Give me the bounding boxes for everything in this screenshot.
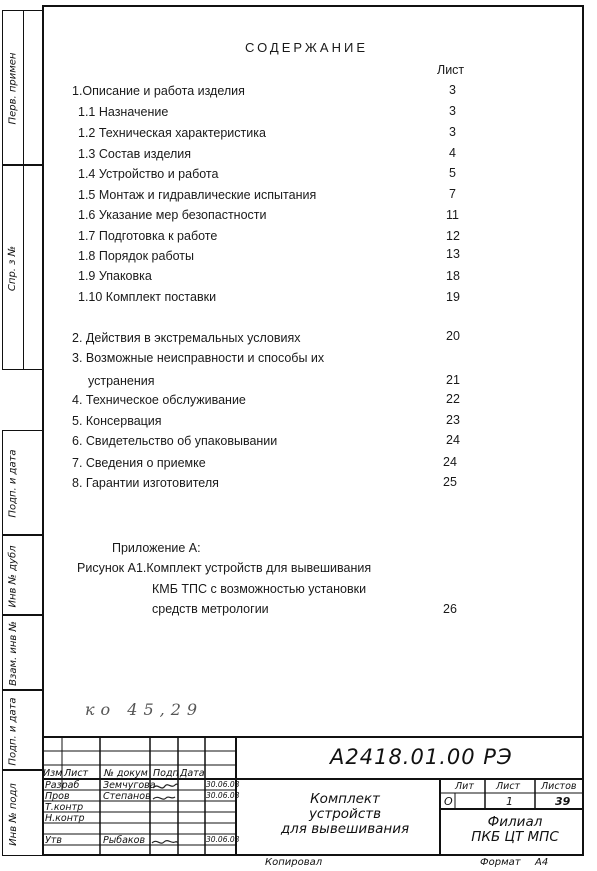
document-name-line-1: Комплект [310, 791, 380, 807]
kopiroval-label: Копировал [265, 857, 323, 868]
signature-prov [153, 797, 175, 799]
toc-entry-label: 1.6 Указание мер безопастности [78, 208, 267, 222]
col-header-list: Лист [64, 768, 89, 779]
organization-line-2: ПКБ ЦТ МПС [471, 829, 559, 845]
toc-entry-label: 1.5 Монтаж и гидравлические испытания [78, 188, 317, 202]
document-name [275, 792, 415, 837]
strip-perv-primen-label: Перв. примен [7, 52, 19, 125]
toc-entry-page: 3 [449, 125, 456, 139]
handwritten-note: ко 45,29 [85, 700, 204, 719]
toc-entry-label: 7. Сведения о приемке [72, 456, 206, 470]
toc-entry-label: 5. Консервация [72, 414, 162, 428]
toc-entry-label: 1.9 Упаковка [78, 269, 152, 283]
col-header-doc-no: № докум [104, 768, 148, 779]
toc-entry-label: 1.4 Устройство и работа [78, 167, 219, 181]
toc-entry-page: 19 [446, 290, 460, 304]
toc-entry-label: 1.3 Состав изделия [78, 147, 192, 161]
document-designation: А2418.01.00 РЭ [330, 745, 513, 769]
stamp-row-role: Утв [45, 835, 62, 846]
toc-entry-page: 5 [449, 166, 456, 180]
signature-razrab [153, 784, 178, 788]
stamp-row-role: Разраб [45, 780, 80, 791]
stamp-row-role: Пров [45, 791, 70, 802]
signature-utv [152, 841, 178, 844]
toc-entry-page: 18 [446, 269, 460, 283]
toc-entry-label: 4. Техническое обслуживание [72, 393, 246, 407]
format-label: Формат [480, 857, 521, 868]
toc-entry-label: 8. Гарантии изготовителя [72, 476, 219, 490]
toc-sheet-header: Лист [437, 63, 465, 77]
lit-header: Лит [455, 781, 474, 792]
col-header-podp: Подп [153, 768, 179, 779]
toc-entry-label: 6. Свидетельство об упаковывании [72, 434, 278, 448]
toc-entry-label: 3. Возможные неисправности и способы их [72, 351, 325, 365]
toc-entry-page: 3 [449, 104, 456, 118]
toc-entry-label: 1.2 Техническая характеристика [78, 126, 266, 140]
toc-entry-label: 1.8 Порядок работы [78, 249, 195, 263]
toc-entry-page: 3 [449, 83, 456, 97]
stamp-row-role: Н.контр [45, 813, 85, 824]
listov-header: Листов [541, 781, 577, 792]
toc-entry-page: 12 [446, 229, 460, 243]
stamp-row-date: 30.06.08 [206, 780, 240, 789]
strip-podp-data-2-label: Подп. и дата [7, 696, 19, 766]
lit-value: О [444, 795, 453, 808]
appendix-page: 26 [443, 602, 457, 616]
appendix-title: Приложение А: [112, 541, 201, 555]
toc-entry-label: устранения [88, 374, 155, 388]
appendix-line-2: КМБ ТПС с возможностью установки [152, 582, 367, 596]
list-value: 1 [506, 795, 513, 808]
stamp-row-date: 30.06.08 [206, 791, 240, 800]
strip-vzam-inv-label: Взам. инв № [7, 621, 19, 686]
toc-entry-page: 24 [443, 455, 457, 469]
strip-sprav-no-label: Спр. з № [7, 245, 19, 292]
toc-entry-page: 13 [446, 247, 460, 261]
appendix-line-3: средств метрологии [152, 602, 269, 616]
toc-entry-label: 1.1 Назначение [78, 105, 169, 119]
stamp-row-name: Рыбаков [103, 835, 146, 846]
listov-value: 39 [555, 795, 571, 808]
stamp-row-date: 30.06.08 [206, 835, 240, 844]
toc-entry-page: 23 [446, 413, 460, 427]
toc-entry-page: 24 [446, 433, 460, 447]
toc-entry-page: 25 [443, 475, 457, 489]
toc-entry-page: 4 [449, 146, 456, 160]
toc-entry-label: 1.7 Подготовка к работе [78, 229, 218, 243]
toc-entry-page: 20 [446, 329, 460, 343]
appendix-line-1: Рисунок А1.Комплект устройств для вывешивания [77, 561, 372, 575]
toc-entry-label: 1.Описание и работа изделия [72, 84, 245, 98]
toc-entry-page: 7 [449, 187, 456, 201]
document-name-line-3: для вывешивания [280, 821, 410, 837]
strip-inv-dubl-label: Инв № дубл [7, 544, 19, 608]
stamp-row-role: Т.контр [45, 802, 84, 813]
stamp-row-name: Земчугова [103, 780, 156, 791]
document-name-line-2: устройств [308, 806, 382, 822]
stamp-row-name: Степанов [103, 791, 151, 802]
strip-inv-podl-label: Инв № подл [7, 782, 19, 846]
organization-name [450, 815, 580, 845]
col-header-data: Дата [180, 768, 205, 779]
toc-entry-label: 2. Действия в экстремальных условиях [72, 331, 301, 345]
toc-entry-page: 11 [446, 208, 459, 222]
col-header-izm: Изм [43, 768, 63, 779]
toc-entry-page: 21 [446, 373, 460, 387]
format-value: А4 [535, 857, 549, 868]
toc-entry-page: 22 [446, 392, 460, 406]
toc-title: СОДЕРЖАНИЕ [245, 40, 369, 55]
list-header: Лист [496, 781, 521, 792]
organization-line-1: Филиал [487, 814, 543, 830]
strip-podp-data-1-label: Подп. и дата [7, 449, 19, 518]
toc-entry-label: 1.10 Комплект поставки [78, 290, 217, 304]
